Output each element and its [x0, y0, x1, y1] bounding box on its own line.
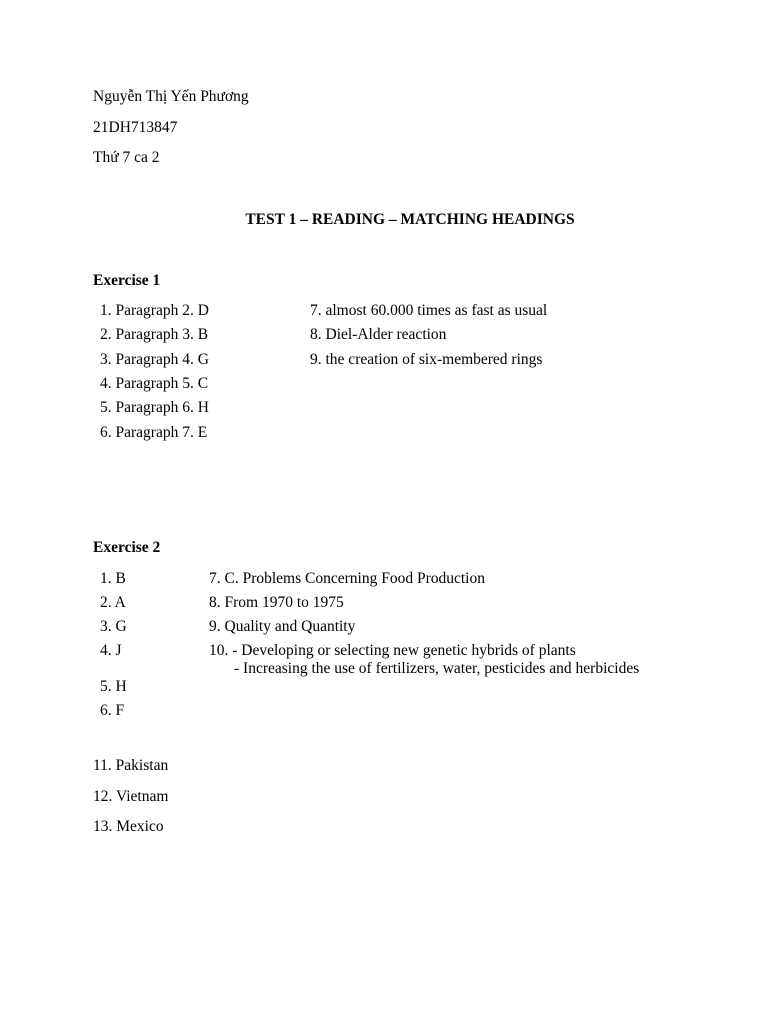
exercise1-heading: Exercise 1: [93, 272, 161, 289]
exercise2-answer-12: 12. Vietnam: [93, 788, 169, 805]
page-title: TEST 1 – READING – MATCHING HEADINGS: [245, 211, 575, 228]
exercise1-answer-1: 1. Paragraph 2. D: [100, 302, 209, 319]
exercise1-answer-6: 6. Paragraph 7. E: [100, 424, 208, 441]
student-name: Nguyễn Thị Yến Phương: [93, 88, 249, 105]
exercise2-answer-1: 1. B: [100, 570, 126, 587]
exercise1-answer-5: 5. Paragraph 6. H: [100, 399, 209, 416]
exercise2-answer-4: 4. J: [100, 642, 122, 659]
exercise2-answer-6: 6. F: [100, 702, 125, 719]
student-id: 21DH713847: [93, 119, 178, 136]
exercise2-heading: Exercise 2: [93, 539, 161, 556]
exercise2-answer-5: 5. H: [100, 678, 127, 695]
exercise1-answer-2: 2. Paragraph 3. B: [100, 326, 209, 343]
exercise2-answer-10-continued: - Increasing the use of fertilizers, water, pesticides and herbicides: [234, 660, 640, 677]
exercise2-answer-8: 8. From 1970 to 1975: [209, 594, 344, 611]
exercise2-answer-9: 9. Quality and Quantity: [209, 618, 356, 635]
exercise1-answer-3: 3. Paragraph 4. G: [100, 351, 209, 368]
exercise2-answer-7: 7. C. Problems Concerning Food Production: [209, 570, 485, 587]
exercise1-answer-7: 7. almost 60.000 times as fast as usual: [310, 302, 548, 319]
exercise2-answer-13: 13. Mexico: [93, 818, 164, 835]
exercise2-answer-11: 11. Pakistan: [93, 757, 169, 774]
class-session: Thứ 7 ca 2: [93, 149, 160, 166]
exercise1-answer-8: 8. Diel-Alder reaction: [310, 326, 447, 343]
exercise2-answer-2: 2. A: [100, 594, 126, 611]
exercise1-answer-9: 9. the creation of six-membered rings: [310, 351, 543, 368]
exercise2-answer-10: 10. - Developing or selecting new genetic hybrids of plants: [209, 642, 576, 659]
exercise2-answer-3: 3. G: [100, 618, 127, 635]
exercise1-answer-4: 4. Paragraph 5. C: [100, 375, 209, 392]
